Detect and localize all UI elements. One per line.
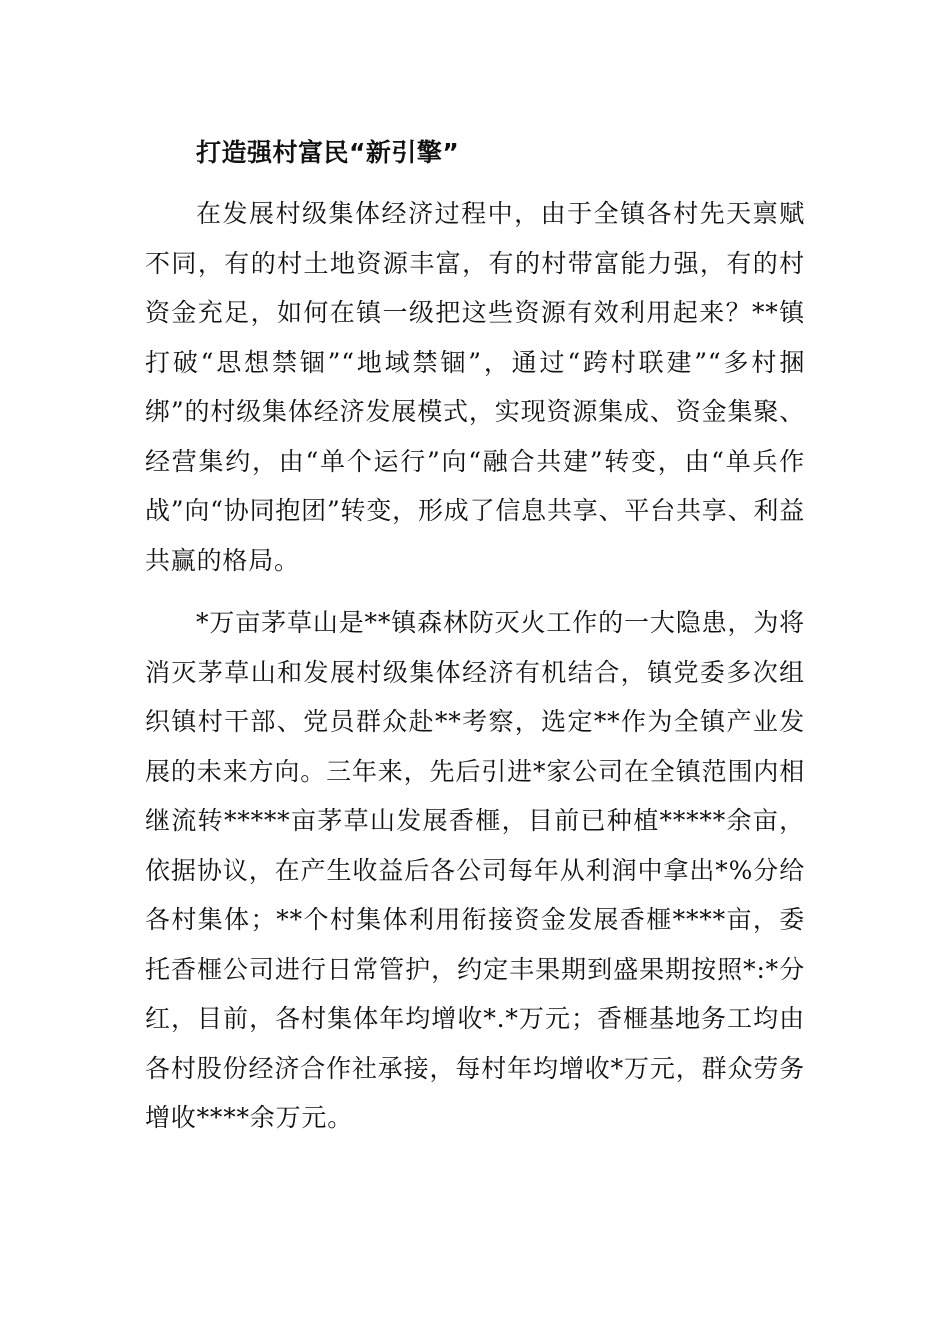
section-heading: 打造强村富民“新引擎” <box>196 138 460 167</box>
body-paragraph-1: 在发展村级集体经济过程中，由于全镇各村先天禀赋不同，有的村土地资源丰富，有的村带富能力强，有的村资金充足，如何在镇一级把这些资源有效利用起来？**镇打破“思想禁锢”“地域禁锢”，通过“跨村联建”“多村捆绑”的村级集体经济发展模式，实现资源集成、资金集聚、经营集约，由“单个运行”向“融合共建”转变，由“单兵作战”向“协同抱团”转变，形成了信息共享、平台共享、利益共赢的格局。 <box>145 199 805 575</box>
body-paragraph-2: *万亩茅草山是**镇森林防灭火工作的一大隐患，为将消灭茅草山和发展村级集体经济有机结合，镇党委多次组织镇村干部、党员群众赴**考察，选定**作为全镇产业发展的未来方向。三年来，先后引进*家公司在全镇范围内相继流转*****亩茅草山发展香榧，目前已种植*****余亩，依据协议，在产生收益后各公司每年从利润中拿出*%分给各村集体；**个村集体利用衔接资金发展香榧****亩，委托香榧公司进行日常管护，约定丰果期到盛果期按照*:*分红，目前，各村集体年均增收*.*万元；香榧基地务工均由各村股份经济合作社承接，每村年均增收*万元，群众劳务增收****余万元。 <box>145 608 805 1132</box>
